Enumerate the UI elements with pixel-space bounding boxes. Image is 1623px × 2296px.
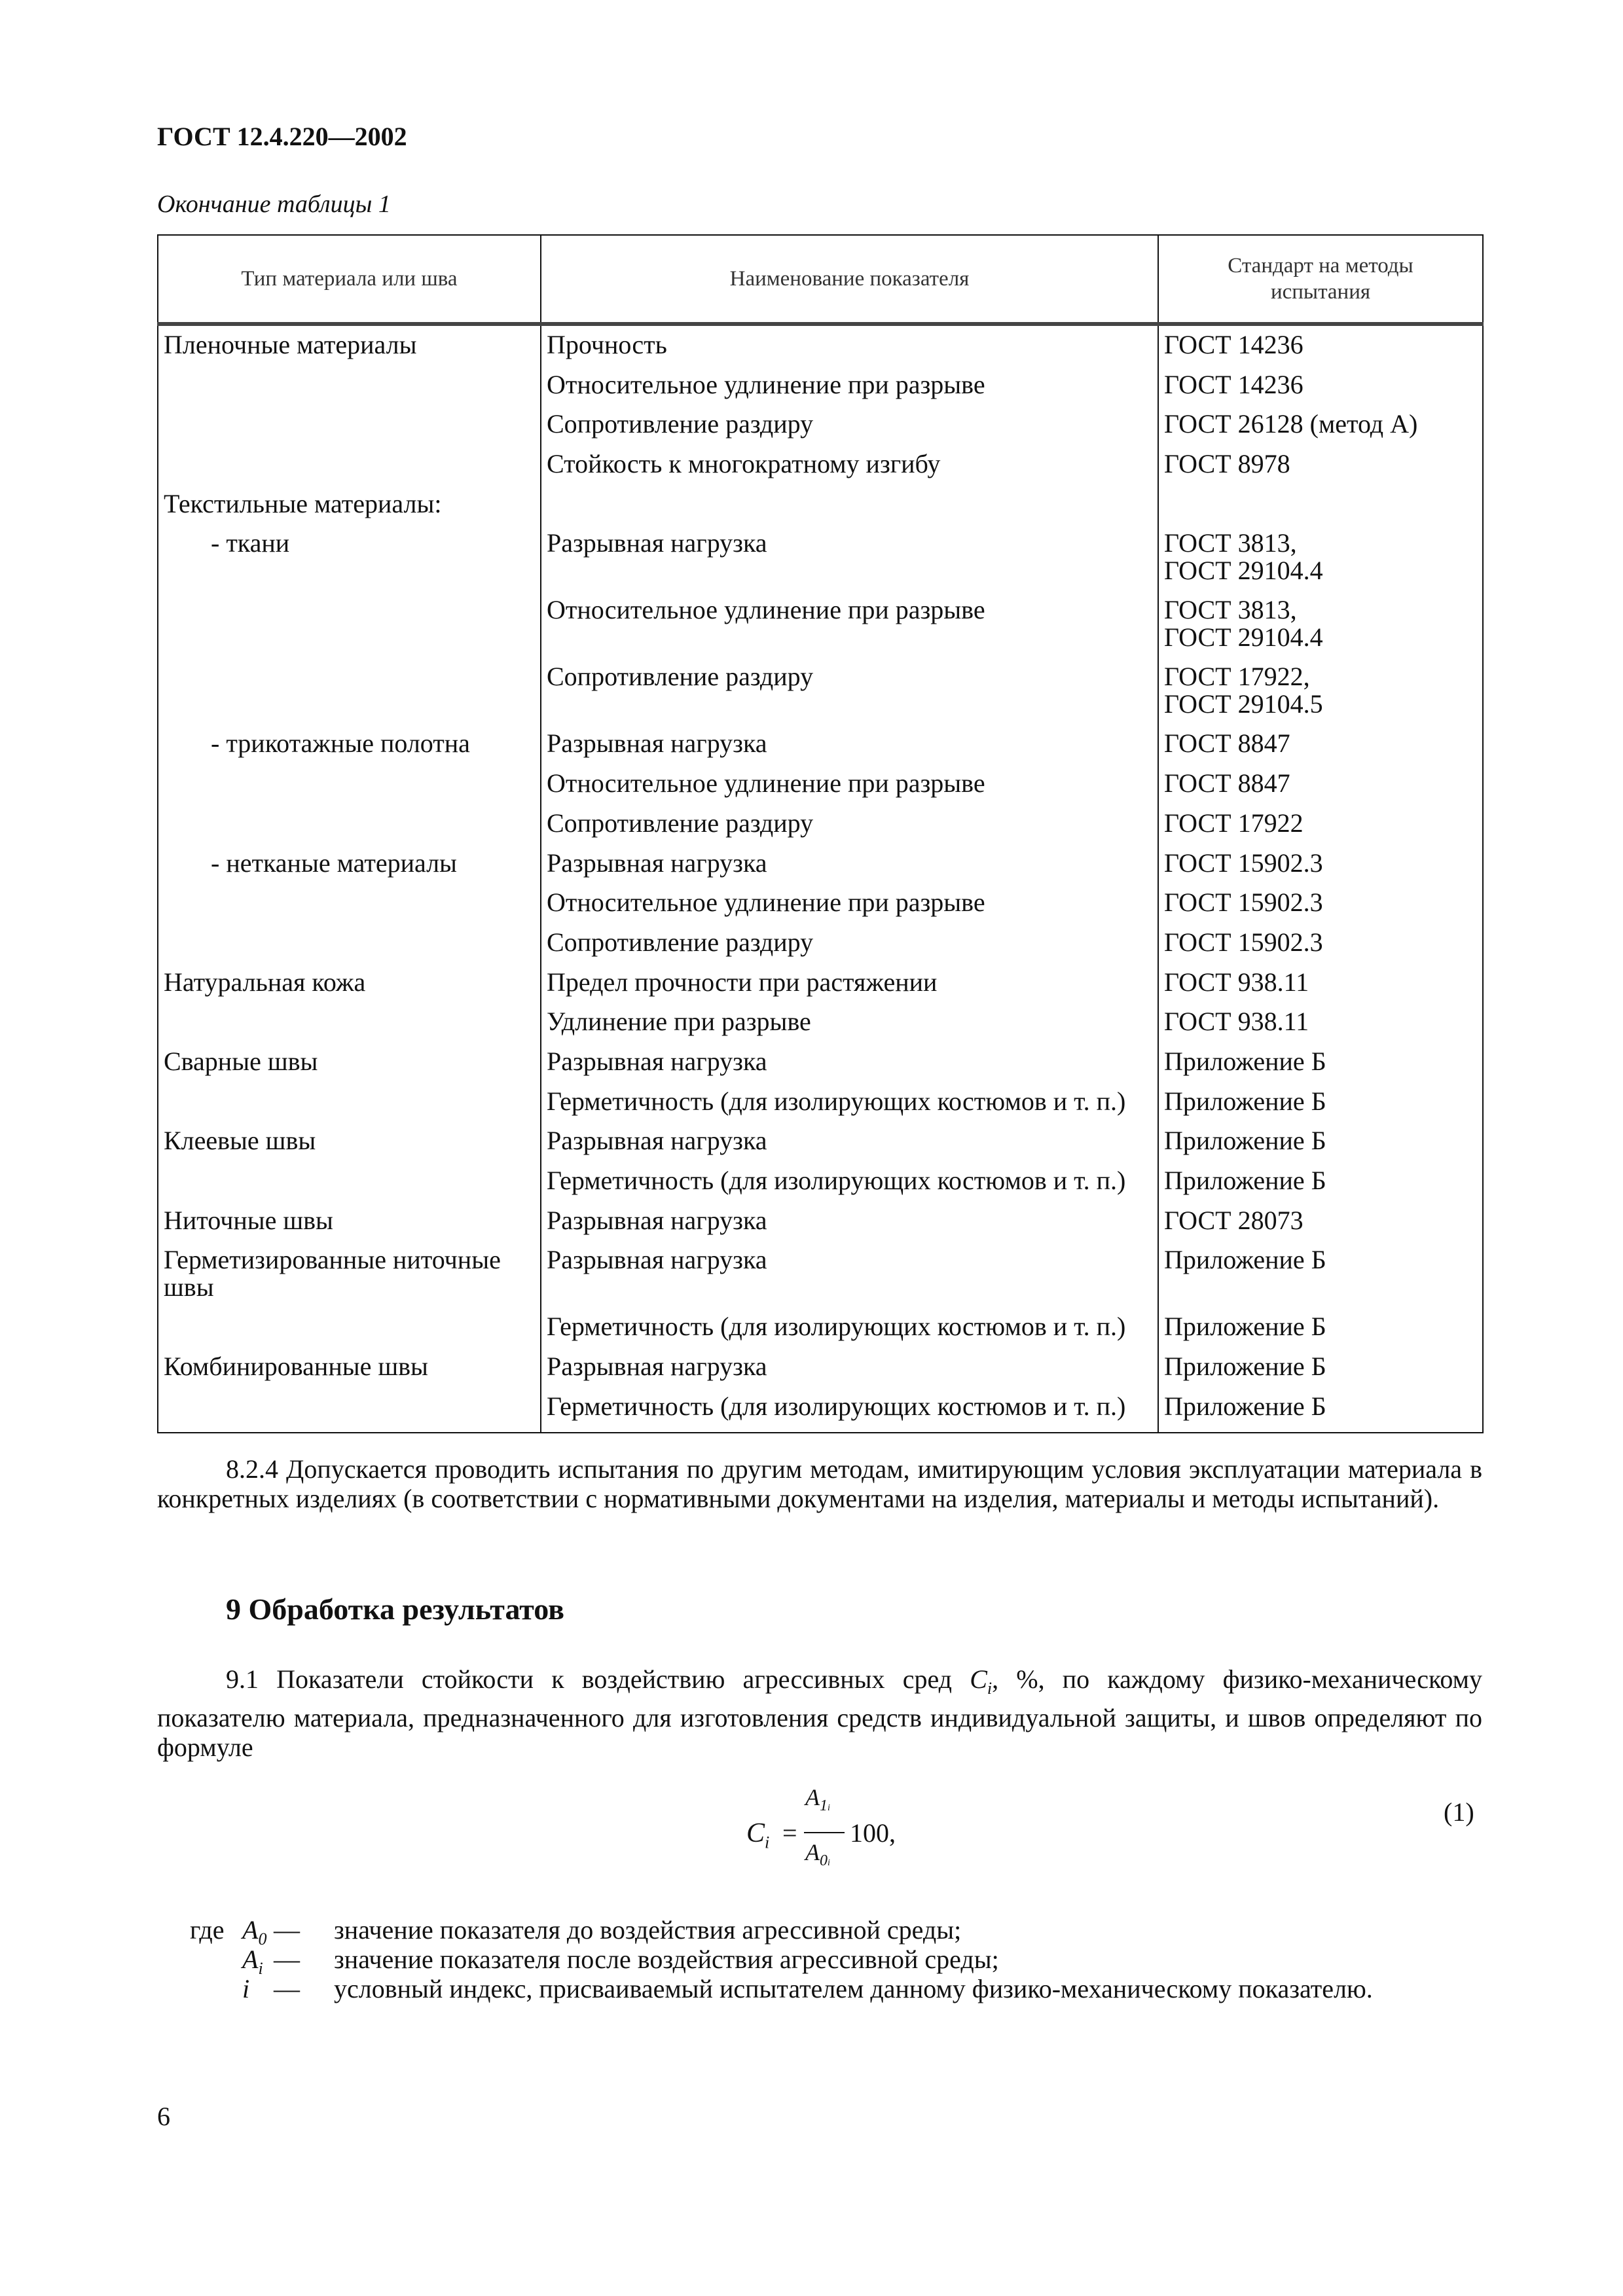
table-row	[158, 929, 1483, 969]
cell-indicator: Относительное удлинение при разрыве	[541, 371, 1158, 411]
table-row	[158, 450, 1483, 490]
definition-dash: —	[274, 1945, 300, 1974]
table-row	[158, 810, 1483, 850]
cell-type: Клеевые швы	[158, 1127, 541, 1167]
table-row	[158, 663, 1483, 730]
cell-indicator: Разрывная нагрузка	[541, 1127, 1158, 1167]
definition-text: условный индекс, присваиваемый испытателем данному физико-механическому показателю.	[334, 1974, 1373, 2003]
cell-standard: ГОСТ 17922, ГОСТ 29104.5	[1158, 663, 1483, 730]
cell-type	[158, 889, 541, 929]
cell-indicator: Удлинение при разрыве	[541, 1008, 1158, 1048]
cell-type	[158, 929, 541, 969]
cell-indicator: Разрывная нагрузка	[541, 730, 1158, 770]
cell-type	[158, 1088, 541, 1128]
cell-type	[158, 596, 541, 663]
table-row	[158, 730, 1483, 770]
cell-type	[158, 1313, 541, 1353]
table-body	[158, 324, 1483, 1433]
cell-indicator: Относительное удлинение при разрыве	[541, 596, 1158, 663]
page-number: 6	[157, 2102, 170, 2131]
cell-indicator: Сопротивление раздиру	[541, 663, 1158, 730]
cell-standard: Приложение Б	[1158, 1088, 1483, 1128]
table-row	[158, 1048, 1483, 1088]
cell-type	[158, 810, 541, 850]
cell-standard: ГОСТ 8847	[1158, 730, 1483, 770]
cell-standard: ГОСТ 8978	[1158, 450, 1483, 490]
cell-indicator: Сопротивление раздиру	[541, 410, 1158, 450]
table-row	[158, 1088, 1483, 1128]
cell-standard: ГОСТ 28073	[1158, 1207, 1483, 1247]
formula-1	[740, 1784, 897, 1882]
table-row	[158, 1127, 1483, 1167]
formula-lhs: $C_i$	[746, 1818, 770, 1852]
cell-indicator: Прочность	[541, 324, 1158, 371]
cell-type: Ниточные швы	[158, 1207, 541, 1247]
formula-number: (1)	[1444, 1797, 1474, 1827]
document-id: ГОСТ 12.4.220—2002	[157, 122, 407, 151]
formula-denominator: $A_{0i}$	[805, 1839, 830, 1870]
paragraph-8-2-4: 8.2.4 Допускается проводить испытания по другим методам, имитирующим условия эксплуатации материала в конкретных изделиях (в соответствии с нормативными документами на изделия, материалы и методы испытаний).	[157, 1454, 1482, 1513]
table-row	[158, 410, 1483, 450]
cell-standard: ГОСТ 15902.3	[1158, 850, 1483, 889]
cell-indicator: Разрывная нагрузка	[541, 1207, 1158, 1247]
cell-standard: Приложение Б	[1158, 1353, 1483, 1393]
cell-standard: ГОСТ 15902.3	[1158, 929, 1483, 969]
cell-type	[158, 410, 541, 450]
cell-standard: Приложение Б	[1158, 1393, 1483, 1433]
table-row	[158, 1008, 1483, 1048]
paragraph-9-1-lead: 9.1 Показатели стойкости к воздействию агрессивных сред	[226, 1664, 970, 1694]
definition-symbol: i	[242, 1974, 250, 2003]
cell-type	[158, 770, 541, 810]
definition-text: значение показателя до воздействия агрессивной среды;	[334, 1915, 962, 1945]
cell-standard: Приложение Б	[1158, 1313, 1483, 1353]
cell-type: - трикотажные полотна	[158, 730, 541, 770]
cell-standard: Приложение Б	[1158, 1167, 1483, 1207]
where-label: где	[190, 1915, 225, 1945]
cell-standard: ГОСТ 938.11	[1158, 969, 1483, 1009]
table-row	[158, 770, 1483, 810]
definition-text: значение показателя после воздействия агрессивной среды;	[334, 1945, 999, 1974]
symbol-c: C	[970, 1664, 987, 1694]
table-row	[158, 1313, 1483, 1353]
cell-standard: ГОСТ 14236	[1158, 324, 1483, 371]
cell-indicator: Разрывная нагрузка	[541, 1353, 1158, 1393]
table-row	[158, 969, 1483, 1009]
formula-numerator: $A_{1i}$	[805, 1784, 830, 1815]
cell-type: Герметизированные ниточные швы	[158, 1246, 541, 1313]
cell-standard: ГОСТ 3813, ГОСТ 29104.4	[1158, 596, 1483, 663]
cell-standard: ГОСТ 8847	[1158, 770, 1483, 810]
cell-type: Комбинированные швы	[158, 1353, 541, 1393]
cell-indicator: Разрывная нагрузка	[541, 529, 1158, 596]
cell-type	[158, 1393, 541, 1433]
table-row	[158, 1246, 1483, 1313]
cell-indicator: Герметичность (для изолирующих костюмов и т. п.)	[541, 1167, 1158, 1207]
table-row	[158, 490, 1483, 530]
cell-type: Текстильные материалы:	[158, 490, 541, 530]
cell-standard: ГОСТ 938.11	[1158, 1008, 1483, 1048]
cell-standard	[1158, 490, 1483, 530]
cell-indicator: Относительное удлинение при разрыве	[541, 770, 1158, 810]
cell-indicator: Сопротивление раздиру	[541, 810, 1158, 850]
table-row	[158, 1393, 1483, 1433]
cell-indicator: Предел прочности при растяжении	[541, 969, 1158, 1009]
cell-standard: ГОСТ 26128 (метод А)	[1158, 410, 1483, 450]
cell-indicator: Стойкость к многократному изгибу	[541, 450, 1158, 490]
cell-type	[158, 663, 541, 730]
table-row	[158, 324, 1483, 371]
cell-indicator: Относительное удлинение при разрыве	[541, 889, 1158, 929]
cell-indicator: Сопротивление раздиру	[541, 929, 1158, 969]
table-row	[158, 371, 1483, 411]
cell-indicator: Герметичность (для изолирующих костюмов и т. п.)	[541, 1088, 1158, 1128]
fraction-bar	[804, 1832, 845, 1833]
cell-type: - нетканые материалы	[158, 850, 541, 889]
definition-symbol: $A_0$	[242, 1915, 267, 1948]
table-row	[158, 850, 1483, 889]
cell-type	[158, 450, 541, 490]
table-row	[158, 1207, 1483, 1247]
cell-type: Натуральная кожа	[158, 969, 541, 1009]
definition-dash: —	[274, 1915, 300, 1945]
cell-type: Сварные швы	[158, 1048, 541, 1088]
cell-standard: ГОСТ 3813, ГОСТ 29104.4	[1158, 529, 1483, 596]
formula-equals: =	[782, 1818, 797, 1848]
cell-indicator	[541, 490, 1158, 530]
cell-standard: Приложение Б	[1158, 1246, 1483, 1313]
section-9-heading: 9 Обработка результатов	[226, 1592, 564, 1626]
column-header-standard: Стандарт на методы испытания	[1158, 235, 1483, 324]
cell-standard: Приложение Б	[1158, 1127, 1483, 1167]
formula-factor: 100,	[850, 1818, 896, 1848]
paragraph-9-1-rest: , %, по каждому физико-механическому показателю материала, предназначенного для изготовления средств индивидуальной защиты, и швов определяют по формуле	[157, 1664, 1482, 1762]
definition-dash: —	[274, 1974, 300, 2003]
cell-indicator: Герметичность (для изолирующих костюмов и т. п.)	[541, 1313, 1158, 1353]
table-row	[158, 1353, 1483, 1393]
table-row	[158, 596, 1483, 663]
cell-type	[158, 1008, 541, 1048]
cell-type	[158, 371, 541, 411]
table-header-row	[158, 235, 1483, 324]
cell-indicator: Разрывная нагрузка	[541, 1246, 1158, 1313]
table-caption: Окончание таблицы 1	[157, 190, 391, 218]
table-row	[158, 889, 1483, 929]
standards-table	[157, 234, 1484, 1433]
cell-standard: ГОСТ 15902.3	[1158, 889, 1483, 929]
definition-symbol: $A_i$	[242, 1945, 263, 1978]
symbol-c-sub: i	[987, 1679, 993, 1698]
cell-standard: ГОСТ 17922	[1158, 810, 1483, 850]
table-row	[158, 529, 1483, 596]
cell-type	[158, 1167, 541, 1207]
column-header-type: Тип материала или шва	[158, 235, 541, 324]
cell-type: - ткани	[158, 529, 541, 596]
paragraph-9-1	[157, 1664, 1482, 1762]
cell-indicator: Разрывная нагрузка	[541, 1048, 1158, 1088]
column-header-indicator: Наименование показателя	[541, 235, 1158, 324]
cell-indicator: Герметичность (для изолирующих костюмов и т. п.)	[541, 1393, 1158, 1433]
cell-standard: Приложение Б	[1158, 1048, 1483, 1088]
cell-type: Пленочные материалы	[158, 324, 541, 371]
cell-indicator: Разрывная нагрузка	[541, 850, 1158, 889]
table-row	[158, 1167, 1483, 1207]
cell-standard: ГОСТ 14236	[1158, 371, 1483, 411]
